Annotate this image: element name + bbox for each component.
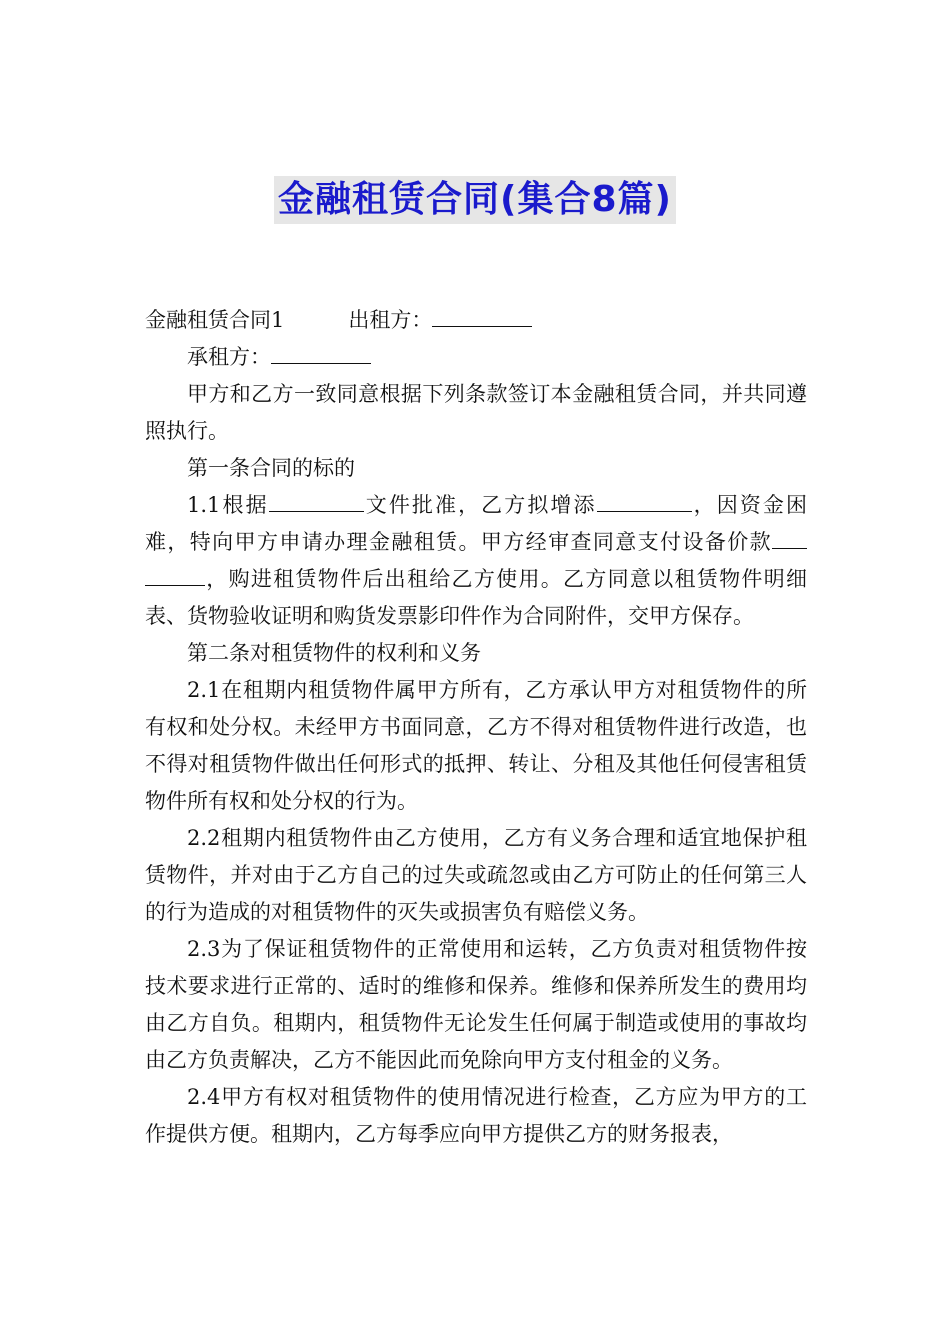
title-container <box>0 176 950 224</box>
article-1-heading: 第一条合同的标的 <box>187 456 355 480</box>
clause-1-1-text-d: ，购进租赁物件后出租给乙方使用。乙方同意以租赁物件明细表、货物验收证明和购货发票影印件作为合同附件，交甲方保存。 <box>145 567 807 628</box>
lessor-label: 出租方： <box>348 308 433 332</box>
equipment-blank <box>597 489 692 512</box>
article-2-heading: 第二条对租赁物件的权利和义务 <box>187 641 481 665</box>
clause-1-1-text-c: ，因资金困难，特向甲方申请办理金融租赁。甲方经审查同意支付设备价款 <box>145 493 807 554</box>
lessor-blank <box>432 304 532 327</box>
clause-2-3: 2.3为了保证租赁物件的正常使用和运转，乙方负责对租赁物件按技术要求进行正常的、适时的维修和保养。维修和保养所发生的费用均由乙方自负。租期内，租赁物件无论发生任何属于制造或使用的事故均由乙方负责解决，乙方不能因此而免除向甲方支付租金的义务。 <box>145 937 807 1072</box>
lessee-blank <box>271 341 371 364</box>
intro-paragraph: 甲方和乙方一致同意根据下列条款签订本金融租赁合同，并共同遵照执行。 <box>145 382 807 443</box>
clause-2-1: 2.1在租期内租赁物件属甲方所有，乙方承认甲方对租赁物件的所有权和处分权。未经甲方书面同意，乙方不得对租赁物件进行改造，也不得对租赁物件做出任何形式的抵押、转让、分租及其他任何侵害租赁物件所有权和处分权的行为。 <box>145 678 807 813</box>
clause-2-4: 2.4甲方有权对租赁物件的使用情况进行检查，乙方应为甲方的工作提供方便。租期内，乙方每季应向甲方提供乙方的财务报表， <box>145 1085 807 1146</box>
lessee-line <box>145 339 807 376</box>
clause-2-2: 2.2租期内租赁物件由乙方使用，乙方有义务合理和适宜地保护租赁物件，并对由于乙方自己的过失或疏忽或由乙方可防止的任何第三人的行为造成的对租赁物件的灭失或损害负有赔偿义务。 <box>145 826 807 924</box>
document-body <box>145 302 807 1153</box>
document-blank <box>269 489 364 512</box>
clause-1-1 <box>145 487 807 635</box>
price-blank-part2 <box>145 563 205 586</box>
clause-1-1-text-b: 文件批准，乙方拟增添 <box>363 493 597 517</box>
contract-heading-line <box>145 302 807 339</box>
clause-1-1-text-a: 1.1根据 <box>187 493 269 517</box>
document-title: 金融租赁合同(集合8篇) <box>274 176 676 224</box>
price-blank-part1 <box>772 526 807 549</box>
contract-heading: 金融租赁合同1 <box>145 308 285 332</box>
lessee-label: 承租方： <box>187 345 271 369</box>
